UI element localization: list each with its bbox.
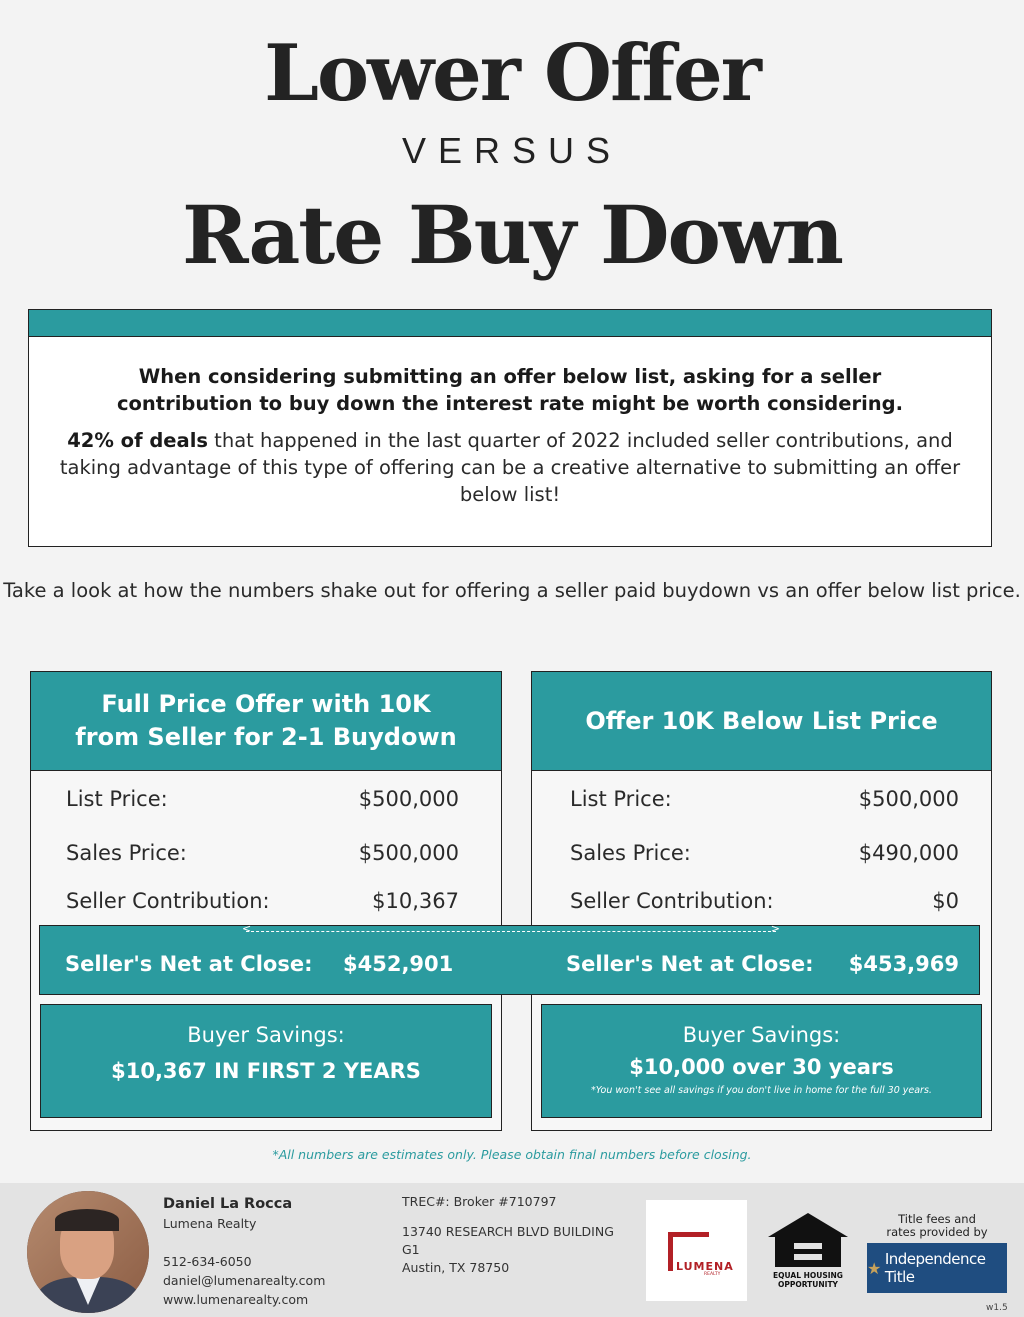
row-value: $500,000: [858, 787, 959, 811]
panel-heading: Offer 10K Below List Price: [532, 672, 991, 771]
savings-note: *You won't see all savings if you don't live in home for the full 30 years.: [591, 1085, 932, 1096]
title-fees-line1: Title fees and: [898, 1212, 976, 1226]
agent-name: Daniel La Rocca: [163, 1196, 293, 1212]
title-fees-line2: rates provided by: [886, 1225, 988, 1239]
row-list-price: [66, 784, 459, 814]
title-fees-caption: [867, 1213, 1007, 1239]
lumena-realty-logo: [646, 1200, 747, 1301]
logo-subtext: REALTY: [704, 1272, 721, 1277]
intro-stat-bold: 42% of deals: [67, 429, 208, 452]
sellers-net-bar: [39, 925, 980, 995]
agent-phone[interactable]: 512-634-6050: [163, 1254, 252, 1269]
row-list-price: [570, 784, 959, 814]
savings-title: Buyer Savings:: [682, 1023, 841, 1047]
buyer-savings-right: [541, 1004, 982, 1118]
agent-website[interactable]: www.lumenarealty.com: [163, 1292, 309, 1307]
intro-box: [28, 309, 992, 547]
left-net-value: $452,901: [343, 952, 454, 976]
savings-title: Buyer Savings:: [187, 1023, 345, 1047]
agent-email[interactable]: daniel@lumenarealty.com: [163, 1273, 326, 1288]
address-line3: Austin, TX 78750: [402, 1260, 510, 1275]
panel-heading: Full Price Offer with 10K from Seller for 2-1 Buydown: [31, 672, 501, 771]
row-value: $500,000: [358, 787, 459, 811]
row-seller-contribution: [66, 886, 459, 916]
intro-stat-rest: that happened in the last quarter of 2022 included seller contributions, and taking advantage of this type of offering can be a creative alternative to submitting an offer below list!: [59, 429, 961, 506]
equal-housing-logo: [767, 1213, 849, 1289]
independence-title-logo: [867, 1243, 1007, 1293]
title-lower-offer: Lower Offer: [264, 28, 760, 119]
savings-amount: $10,367 IN FIRST 2 YEARS: [111, 1059, 421, 1083]
row-value: $500,000: [358, 841, 459, 865]
row-label: Seller Contribution:: [66, 889, 270, 913]
double-arrow-icon: [246, 931, 776, 946]
row-label: List Price:: [570, 787, 672, 811]
intro-accent-bar: [29, 310, 991, 337]
address-line1: 13740 RESEARCH BLVD BUILDING: [402, 1224, 614, 1239]
address-line2: G1: [402, 1242, 420, 1257]
title-rate-buy-down: Rate Buy Down: [182, 188, 842, 282]
agent-contact: [163, 1195, 325, 1309]
row-seller-contribution: [570, 886, 959, 916]
intro-body: [49, 427, 971, 508]
row-label: Sales Price:: [570, 841, 691, 865]
agent-brokerage: Lumena Realty: [163, 1216, 257, 1231]
title-company-name: Independence Title: [884, 1250, 986, 1286]
left-net-label: Seller's Net at Close:: [65, 952, 313, 976]
broker-address: [402, 1193, 614, 1277]
estimates-disclaimer: *All numbers are estimates only. Please obtain final numbers before closing.: [272, 1147, 752, 1162]
comparison-intro: Take a look at how the numbers shake out for offering a seller paid buydown vs an offer below list price.: [3, 579, 1021, 602]
row-label: Sales Price:: [66, 841, 187, 865]
star-icon: ★: [867, 1258, 881, 1278]
intro-lead: When considering submitting an offer below list, asking for a seller contribution to buy down the interest rate might be worth considering.: [116, 365, 904, 415]
footer: [0, 1183, 1024, 1317]
equal-housing-icon: [768, 1213, 848, 1237]
right-net-label: Seller's Net at Close:: [566, 952, 814, 976]
agent-avatar: [27, 1191, 149, 1313]
row-sales-price: [570, 838, 959, 868]
row-label: Seller Contribution:: [570, 889, 774, 913]
eho-line1: EQUAL HOUSING: [773, 1271, 843, 1280]
buyer-savings-left: [40, 1004, 492, 1118]
right-net-value: $453,969: [848, 952, 959, 976]
row-label: List Price:: [66, 787, 168, 811]
logo-wordmark: LUMENA: [676, 1260, 734, 1273]
eho-line2: OPPORTUNITY: [777, 1280, 838, 1289]
row-value: $0: [932, 889, 959, 913]
savings-amount: $10,000 over 30 years: [629, 1055, 894, 1079]
row-sales-price: [66, 838, 459, 868]
row-value: $490,000: [858, 841, 959, 865]
title-versus: VERSUS: [401, 130, 623, 171]
row-value: $10,367: [372, 889, 459, 913]
trec-number: TREC#: Broker #710797: [402, 1194, 557, 1209]
version-label: w1.5: [986, 1303, 1008, 1313]
